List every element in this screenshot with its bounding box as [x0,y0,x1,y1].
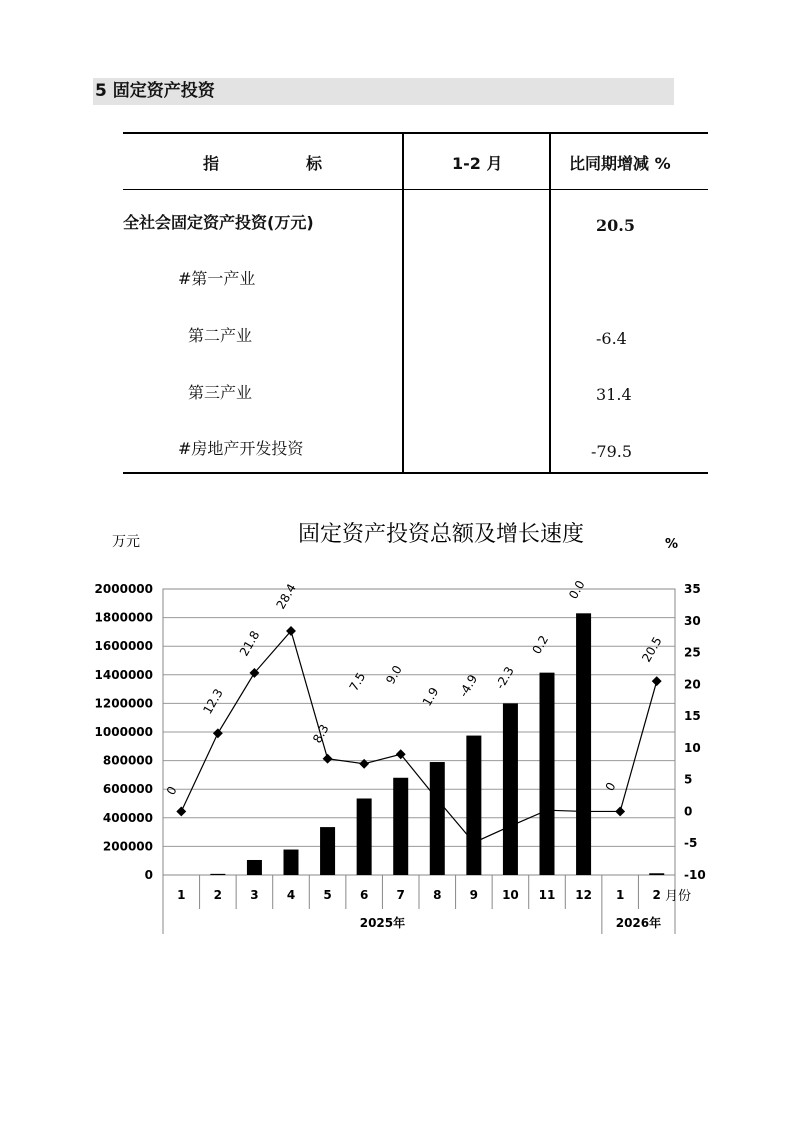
growth-point [213,728,223,738]
row-label-realestate: #房地产开发投资 [178,439,304,458]
bar [503,703,518,875]
left-axis-unit: 万元 [112,534,140,550]
left-tick-label: 0 [144,868,153,882]
bar [320,827,335,875]
x-tick-label: 7 [396,888,405,902]
growth-point [615,806,625,816]
growth-data-label: 1.9 [419,684,442,709]
x-axis-label: 月份 [665,889,692,904]
x-tick-label: 4 [286,888,296,902]
growth-data-label: 21.8 [236,628,263,659]
right-tick-label: 10 [684,740,701,755]
investment-chart [0,500,793,950]
left-tick-label: 2000000 [94,582,153,596]
bar [540,673,555,875]
row-label-primary: #第一产业 [178,269,256,288]
x-tick-label: 12 [575,888,592,902]
growth-data-label: -2.3 [492,664,517,692]
right-tick-label: 30 [684,613,701,628]
bar [357,798,372,875]
bar [576,613,591,875]
right-tick-label: 25 [684,645,701,660]
table-header-rule [123,189,708,190]
left-tick-label: 200000 [102,839,153,854]
row-change-secondary: -6.4 [596,329,627,348]
growth-data-label: 0.2 [529,632,552,657]
right-axis-unit: % [665,537,679,552]
year-group-label: 2025年 [359,916,406,930]
row-label-tertiary: 第三产业 [188,383,253,402]
table-bottom-rule [123,472,708,474]
x-tick-label: 10 [502,888,519,902]
growth-data-label: 28.4 [273,581,299,612]
row-label-secondary: 第二产业 [188,326,253,345]
growth-data-label: 0 [602,779,619,794]
growth-data-label: 9.0 [383,662,405,687]
growth-data-label: 20.5 [639,634,665,665]
left-tick-label: 1400000 [94,667,153,682]
bar [430,762,445,875]
x-tick-label: 3 [250,888,259,902]
table-col-divider-1 [402,132,404,474]
x-tick-label: 11 [538,888,556,902]
growth-point [176,806,186,816]
growth-data-label: 7.5 [346,669,369,694]
right-tick-label: -5 [684,836,698,851]
x-tick-label: 2 [213,888,223,902]
chart-title: 固定资产投资总额及增长速度 [297,522,585,547]
right-tick-label: 0 [684,804,693,819]
left-tick-label: 1600000 [94,639,153,654]
growth-data-label: 0 [163,783,180,798]
left-tick-label: 600000 [102,782,153,797]
left-tick-label: 800000 [102,753,153,768]
investment-table [123,132,708,474]
section-title: 5 固定资产投资 [95,81,215,101]
header-indicator-right: 标 [306,154,323,173]
header-period: 1-2 月 [452,154,503,173]
left-tick-label: 1000000 [94,725,153,739]
left-tick-label: 1200000 [94,696,153,711]
growth-point [323,754,333,764]
left-tick-label: 400000 [102,810,153,825]
row-change-realestate: -79.5 [591,442,633,461]
growth-point [652,676,662,686]
growth-data-label: 12.3 [200,686,226,717]
bar [210,874,225,875]
x-tick-label: 5 [323,888,332,902]
year-group-label: 2026年 [615,916,662,930]
growth-data-label: 0.0 [566,577,588,602]
bar [284,850,299,875]
row-change-tertiary: 31.4 [596,385,632,404]
table-col-divider-2 [549,132,551,474]
growth-data-label: -4.9 [456,672,481,700]
x-tick-label: 1 [615,888,625,902]
left-tick-label: 1800000 [94,610,153,625]
right-tick-label: 35 [684,582,701,596]
x-tick-label: 8 [433,888,442,902]
x-tick-label: 6 [359,888,369,902]
header-change: 比同期增减 % [569,154,671,173]
right-tick-label: 5 [684,772,693,787]
x-tick-label: 2 [652,888,661,902]
row-change-total: 20.5 [596,216,635,235]
table-top-rule [123,132,708,134]
header-indicator-left: 指 [203,154,220,173]
bar [649,873,664,875]
bar [466,736,481,875]
right-tick-label: -10 [684,868,706,882]
right-tick-label: 20 [684,677,701,692]
x-tick-label: 9 [469,888,479,902]
row-label-total: 全社会固定资产投资(万元) [123,213,314,232]
growth-data-label: 8.3 [310,721,332,746]
x-tick-label: 1 [177,888,186,902]
bar [393,778,408,875]
right-tick-label: 15 [684,709,701,724]
bar [247,860,262,875]
